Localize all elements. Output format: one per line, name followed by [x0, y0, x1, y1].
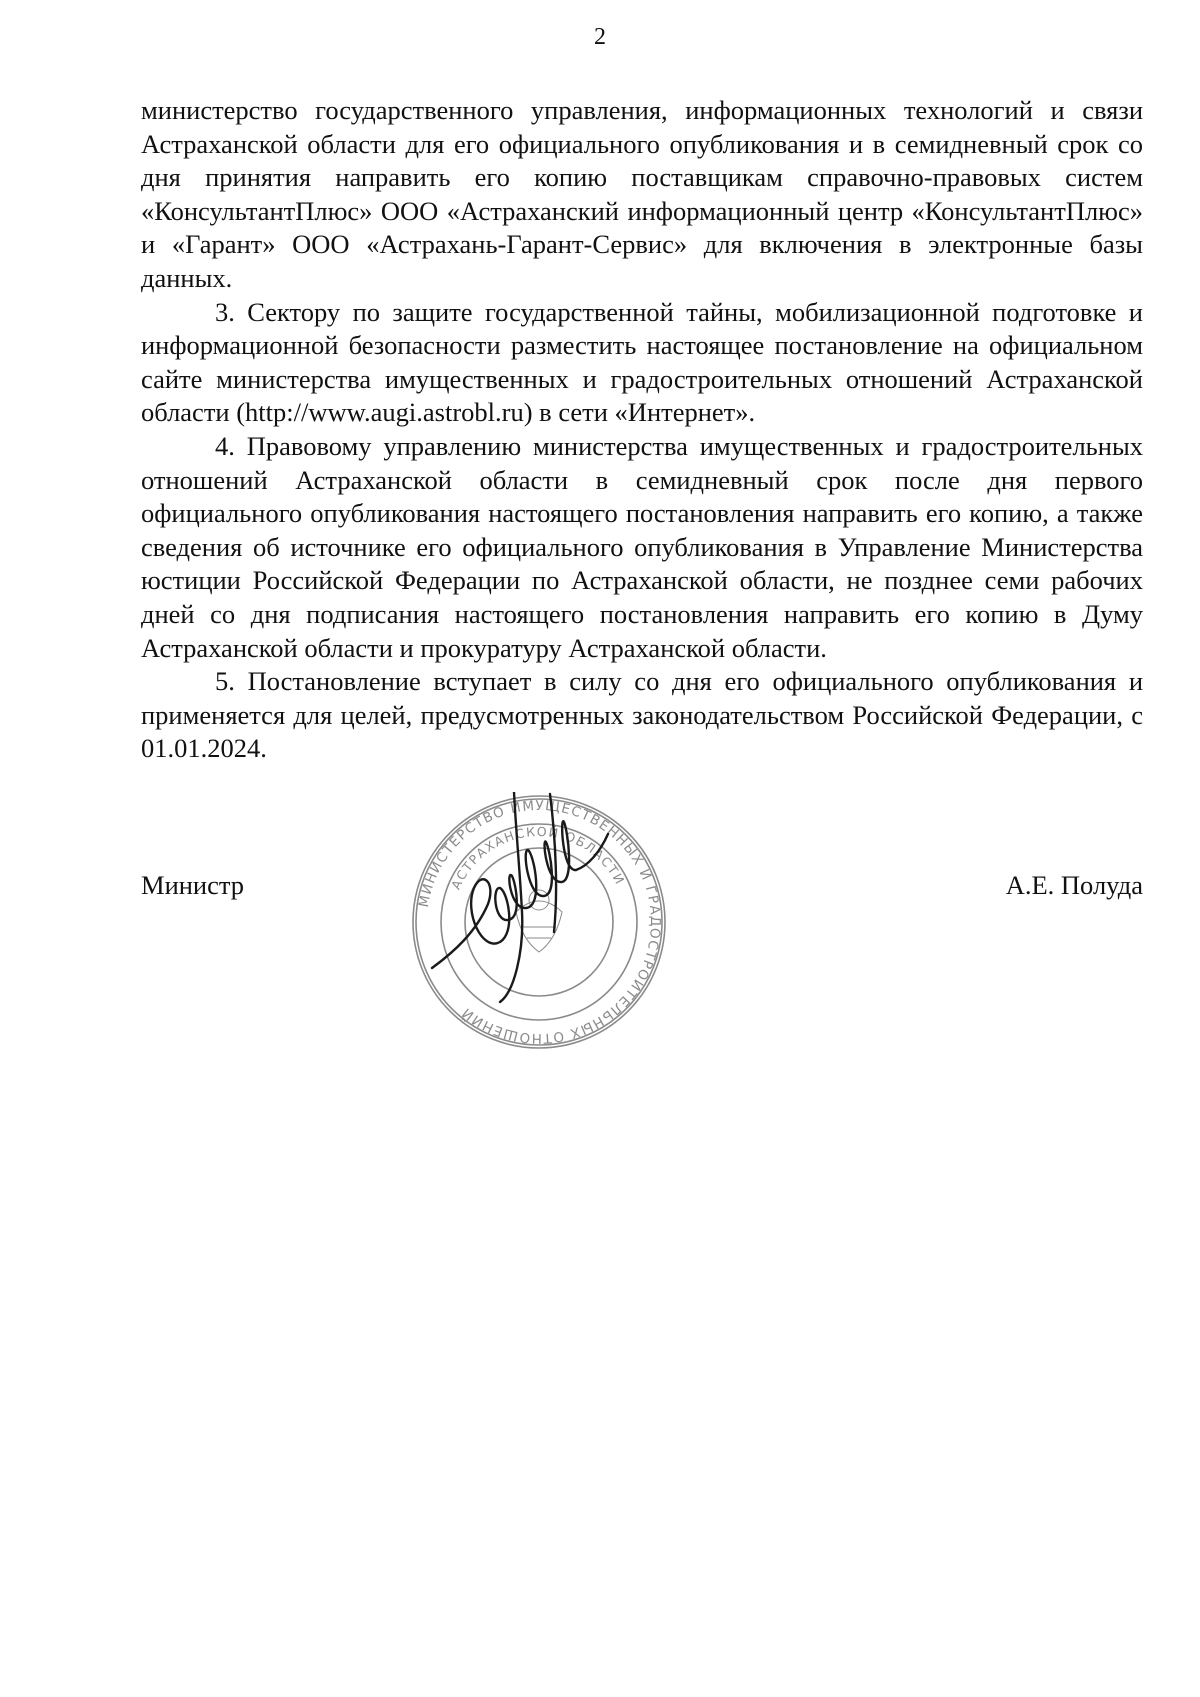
stamp-outer-text: МИНИСТЕРСТВО ИМУЩЕСТВЕННЫХ И ГРАДОСТРОИТЕЛЬНЫХ ОТНОШЕНИЙ: [415, 797, 664, 1047]
paragraph-item-4: 4. Правовому управлению министерства имущественных и градостроительных отношений Астраханской области в семидневный срок после дня первого официального опубликования настоящего постановления направить его копию, а также сведения об источнике его официального опубликования в Управление Министерства юстиции Российской Федерации по Астраханской области, не позднее семи рабочих дней со дня подписания настоящего постановления направить его копию в Думу Астраханской области и прокуратуру Астраханской области.: [141, 430, 1143, 663]
signature-block: [0, 792, 1200, 1052]
stamp-inner-text: АСТРАХАНСКОЙ ОБЛАСТИ: [448, 823, 628, 892]
handwritten-signature: [432, 792, 608, 1002]
signatory-title: Министр: [141, 870, 245, 900]
signatory-name: А.Е. Полуда: [1005, 870, 1143, 900]
official-stamp-with-signature: [404, 792, 674, 1052]
paragraph-item-5: 5. Постановление вступает в силу со дня его официального опубликования и применяется для целей, предусмотренных законодательством Российской Федерации, с 01.01.2024.: [141, 666, 1143, 764]
page-number: 2: [594, 24, 606, 50]
paragraph-continuation: министерство государственного управления, информационных технологий и связи Астраханской области для его официального опубликования и в семидневный срок со дня принятия направить его копию поставщикам справочно-правовых систем «КонсультантПлюс» ООО «Астраханский информационный центр «КонсультантПлюс» и «Гарант» ООО «Астрахань-Гарант-Сервис» для включения в электронные базы данных.: [141, 95, 1143, 293]
paragraph-item-3: 3. Сектору по защите государственной тайны, мобилизационной подготовке и информационной безопасности разместить настоящее постановление на официальном сайте министерства имущественных и градостроительных отношений Астраханской области (http://www.augi.astrobl.ru) в сети «Интернет».: [141, 296, 1143, 428]
document-body: [141, 94, 1143, 766]
